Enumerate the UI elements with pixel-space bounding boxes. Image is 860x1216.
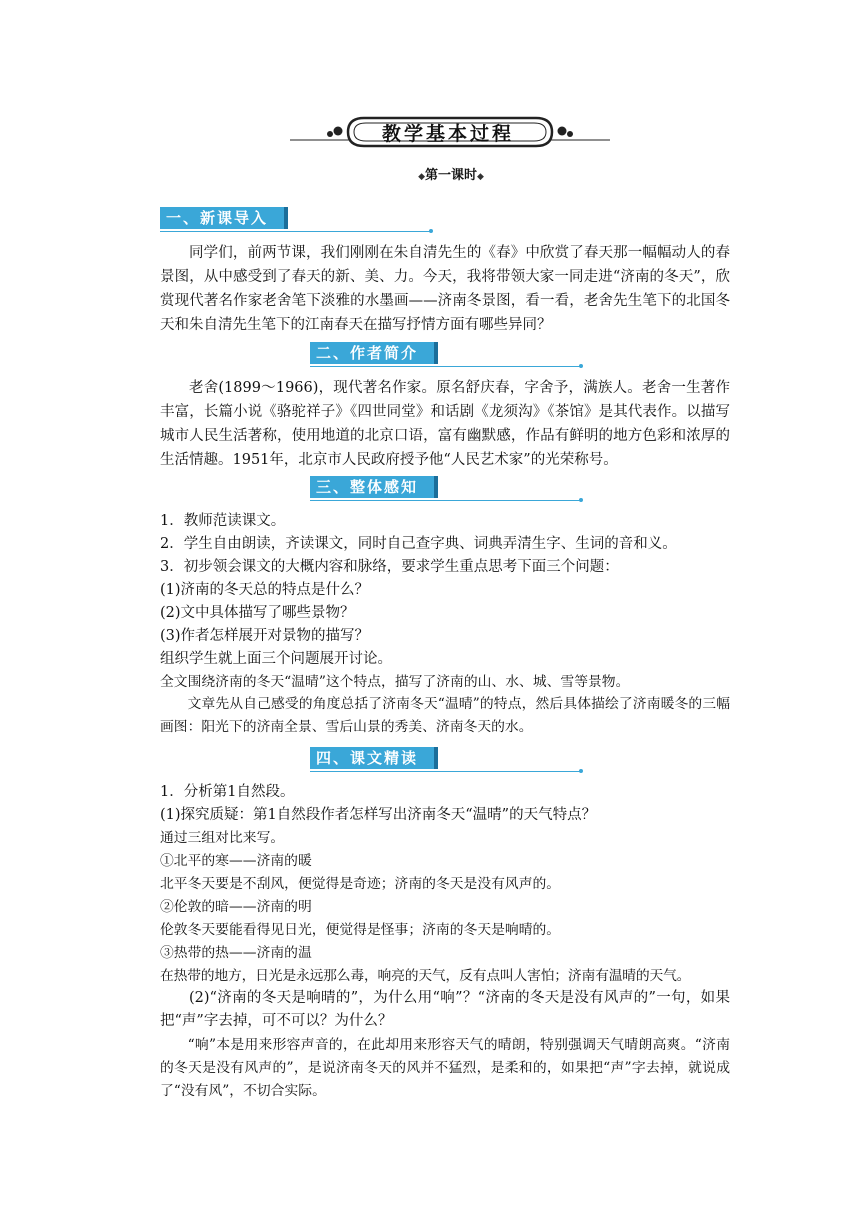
section-banner [290, 112, 610, 152]
list-item: 组织学生就上面三个问题展开讨论。 [160, 651, 392, 667]
answer-line: ①北平的寒——济南的暖 [160, 853, 312, 869]
intro-paragraph: 同学们，前两节课，我们刚刚在朱自清先生的《春》中欣赏了春天那一幅幅动人的春景图，从中感受到了春天的新、美、力。今天，我将带领大家一同走进“济南的冬天”，欣赏现代著名作家老舍笔下淡雅的水墨画——济南冬景图，看一看，老舍先生笔下的北国冬天和朱自清先生笔下的江南春天在描写抒情方面有哪些异同？ [160, 245, 730, 333]
list-item: 3．初步领会课文的大概内容和脉络，要求学生重点思考下面三个问题： [160, 559, 619, 575]
answer-line: 通过三组对比来写。 [160, 830, 285, 846]
answer-line: 北平冬天要是不刮风，便觉得是奇迹；济南的冬天是没有风声的。 [160, 876, 561, 892]
list-item: (2)文中具体描写了哪些景物？ [160, 605, 355, 621]
list-item: 2．学生自由朗读，齐读课文，同时自己查字典、词典弄清生字、生词的音和义。 [160, 536, 677, 552]
diamond-icon: ◆ [418, 172, 425, 182]
section-rule [310, 366, 580, 367]
section-label: 四、课文精读 [310, 747, 438, 769]
author-paragraph: 老舍(1899～1966)，现代著名作家。原名舒庆春，字舍予，满族人。老舍一生著作丰富，长篇小说《骆驼祥子》《四世同堂》和话剧《龙须沟》《茶馆》是其代表作。以描写城市人民生活著称，使用地道的北京口语，富有幽默感，作品有鲜明的地方色彩和浓厚的生活情趣。1951年，北京市人民政府授予他“人民艺术家”的光荣称号。 [160, 380, 730, 468]
list-item: 1．教师范读课文。 [160, 513, 286, 529]
lesson-label [396, 164, 506, 183]
answer-line: ②伦敦的暗——济南的明 [160, 899, 312, 915]
section-bar [434, 750, 437, 769]
question-paragraph: (2)“济南的冬天是响晴的”，为什么用“响”？“济南的冬天是没有风声的”一句，如果把“声”字去掉，可不可以？为什么？ [160, 990, 730, 1029]
answer-line: 伦敦冬天要能看得见日光，便觉得是怪事；济南的冬天是响晴的。 [160, 922, 561, 938]
section-label: 一、新课导入 [160, 207, 288, 229]
list-item: (3)作者怎样展开对景物的描写？ [160, 628, 370, 644]
list-item: (1)济南的冬天总的特点是什么？ [160, 582, 370, 598]
section-label: 三、整体感知 [310, 476, 438, 498]
lesson-title: 第一课时 [424, 168, 477, 183]
diamond-icon: ◆ [477, 172, 484, 182]
list-item: (1)探究质疑：第1自然段作者怎样写出济南冬天“温晴”的天气特点？ [160, 807, 597, 823]
answer-paragraph: 文章先从自己感受的角度总括了济南冬天“温晴”的特点，然后具体描绘了济南暖冬的三幅画图：阳光下的济南全景、雪后山景的秀美、济南冬天的水。 [160, 696, 730, 735]
answer-line: 全文围绕济南的冬天“温晴”这个特点，描写了济南的山、水、城、雪等景物。 [160, 674, 630, 690]
section-bar [284, 210, 287, 229]
list-item: 1．分析第1自然段。 [160, 784, 295, 800]
answer-line: 在热带的地方，日光是永远那么毒，响亮的天气，反有点叫人害怕；济南有温晴的天气。 [160, 968, 691, 984]
answer-line: ③热带的热——济南的温 [160, 945, 312, 961]
section-rule [310, 500, 580, 501]
answer-paragraph: “响”本是用来形容声音的，在此却用来形容天气的晴朗，特别强调天气晴朗高爽。“济南的冬天是没有风声的”，是说济南冬天的风并不猛烈，是柔和的，如果把“声”字去掉，就说成了“没有风”，不切合实际。 [160, 1037, 730, 1099]
section-rule [310, 771, 580, 772]
section-label: 二、作者简介 [310, 342, 438, 364]
banner-title: 教学基本过程 [381, 123, 514, 145]
section-rule [160, 231, 430, 232]
section-bar [434, 479, 437, 498]
section-bar [434, 345, 437, 364]
